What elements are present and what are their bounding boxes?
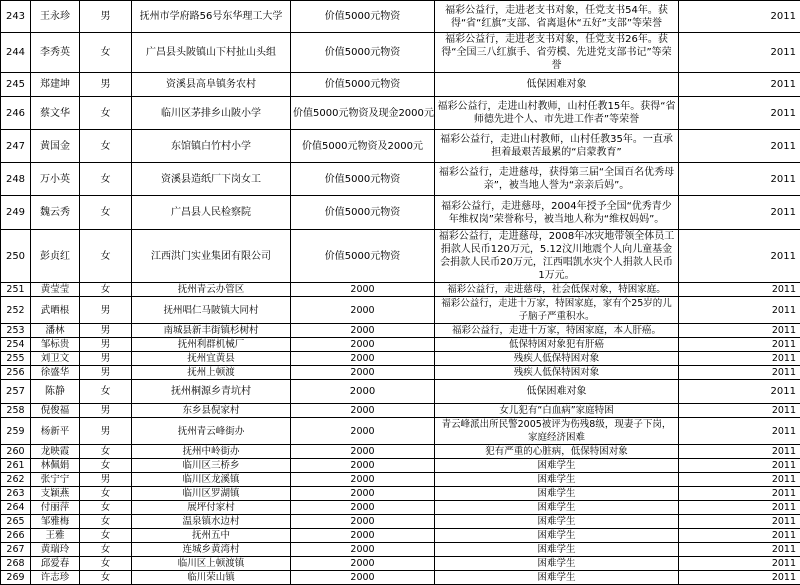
table-row [1, 404, 800, 418]
address-unit-cell: 临川荣山镇 [132, 571, 291, 585]
aid-amount-cell: 2000 [291, 529, 435, 543]
table-row [1, 163, 800, 196]
table-row [1, 380, 800, 404]
year-cell: 2011 [679, 380, 800, 404]
address-unit-cell: 广昌县人民检察院 [132, 196, 291, 230]
gender-cell: 男 [80, 324, 132, 338]
row-number-cell: 249 [1, 196, 31, 230]
person-name-cell: 黄国金 [31, 130, 80, 163]
person-name-cell: 彭贞红 [31, 230, 80, 283]
address-unit-cell: 连城乡黄湾村 [132, 543, 291, 557]
person-name-cell: 付丽萍 [31, 501, 80, 515]
gender-cell: 男 [80, 404, 132, 418]
person-name-cell: 陈静 [31, 380, 80, 404]
row-number-cell: 267 [1, 543, 31, 557]
year-cell: 2011 [679, 338, 800, 352]
aid-amount-cell: 2000 [291, 571, 435, 585]
year-cell: 2011 [679, 352, 800, 366]
aid-amount-cell: 2000 [291, 515, 435, 529]
remark-cell: 福彩公益行，走进老支书对象，任党支书26年。获得“全国三八红旗手、省劳模、先进党支部书记”等荣誉 [435, 33, 679, 73]
row-number-cell: 245 [1, 73, 31, 97]
table-row [1, 324, 800, 338]
gender-cell: 女 [80, 230, 132, 283]
gender-cell: 女 [80, 557, 132, 571]
remark-cell: 福彩公益行，走进山村教师，山村任教35年。一直承担着最艰苦最累的“启蒙教育” [435, 130, 679, 163]
row-number-cell: 243 [1, 1, 31, 33]
year-cell: 2011 [679, 196, 800, 230]
year-cell: 2011 [679, 366, 800, 380]
aid-amount-cell: 2000 [291, 543, 435, 557]
person-name-cell: 林佩娟 [31, 459, 80, 473]
table-row [1, 297, 800, 324]
person-name-cell: 王永珍 [31, 1, 80, 33]
aid-amount-cell: 价值5000元物资及2000元 [291, 130, 435, 163]
year-cell: 2011 [679, 130, 800, 163]
table-body [1, 1, 800, 585]
address-unit-cell: 临川区罗湖镇 [132, 487, 291, 501]
year-cell: 2011 [679, 571, 800, 585]
remark-cell: 犯有严重的心脏病，低保特困对象 [435, 445, 679, 459]
address-unit-cell: 临川区茅排乡山陂小学 [132, 97, 291, 130]
year-cell: 2011 [679, 97, 800, 130]
remark-cell: 青云峰派出所民警2005被评为伤残8级，现妻子下岗，家庭经济困难 [435, 418, 679, 445]
address-unit-cell: 资溪县造纸厂下岗女工 [132, 163, 291, 196]
row-number-cell: 250 [1, 230, 31, 283]
remark-cell: 福彩公益行，走进慈母，2008年冰灾地带领全体员工捐款人民币120万元，5.12汶川地震个人向儿童基金会捐款人民币20万元，江西唱凯水灾个人捐款人民币1万元。 [435, 230, 679, 283]
address-unit-cell: 临川区上顿渡镇 [132, 557, 291, 571]
person-name-cell: 支颖燕 [31, 487, 80, 501]
gender-cell: 女 [80, 487, 132, 501]
row-number-cell: 266 [1, 529, 31, 543]
address-unit-cell: 江西洪门实业集团有限公司 [132, 230, 291, 283]
gender-cell: 男 [80, 418, 132, 445]
remark-cell: 低保困难对象 [435, 73, 679, 97]
row-number-cell: 253 [1, 324, 31, 338]
remark-cell: 福彩公益行，走进慈母，2004年授予全国“优秀青少年维权岗”荣誉称号，被当地人称为“维权妈妈”。 [435, 196, 679, 230]
person-name-cell: 郑建坤 [31, 73, 80, 97]
gender-cell: 女 [80, 380, 132, 404]
aid-amount-cell: 2000 [291, 445, 435, 459]
row-number-cell: 264 [1, 501, 31, 515]
address-unit-cell: 临川区三桥乡 [132, 459, 291, 473]
gender-cell: 男 [80, 366, 132, 380]
year-cell: 2011 [679, 459, 800, 473]
remark-cell: 女儿犯有“白血病”家庭特困 [435, 404, 679, 418]
aid-amount-cell: 2000 [291, 557, 435, 571]
person-name-cell: 武晒根 [31, 297, 80, 324]
year-cell: 2011 [679, 418, 800, 445]
gender-cell: 女 [80, 283, 132, 297]
aid-amount-cell: 2000 [291, 297, 435, 324]
gender-cell: 女 [80, 163, 132, 196]
remark-cell: 困难学生 [435, 501, 679, 515]
gender-cell: 男 [80, 352, 132, 366]
year-cell: 2011 [679, 1, 800, 33]
address-unit-cell: 广昌县头陂镇山下村扯山头组 [132, 33, 291, 73]
person-name-cell: 黄瑞玲 [31, 543, 80, 557]
address-unit-cell: 抚州桐源乡青坑村 [132, 380, 291, 404]
row-number-cell: 261 [1, 459, 31, 473]
row-number-cell: 269 [1, 571, 31, 585]
row-number-cell: 259 [1, 418, 31, 445]
remark-cell: 福彩公益行，走进十万家，特困家庭，家有个25岁的儿子脑子严重积水。 [435, 297, 679, 324]
aid-amount-cell: 价值5000元物资及现金2000元 [291, 97, 435, 130]
person-name-cell: 邹标贵 [31, 338, 80, 352]
address-unit-cell: 抚州上顿渡 [132, 366, 291, 380]
address-unit-cell: 抚州青云办管区 [132, 283, 291, 297]
gender-cell: 女 [80, 97, 132, 130]
aid-amount-cell: 价值5000元物资 [291, 230, 435, 283]
remark-cell: 低保困难对象 [435, 380, 679, 404]
gender-cell: 男 [80, 1, 132, 33]
row-number-cell: 251 [1, 283, 31, 297]
aid-amount-cell: 价值5000元物资 [291, 196, 435, 230]
year-cell: 2011 [679, 543, 800, 557]
gender-cell: 女 [80, 543, 132, 557]
row-number-cell: 247 [1, 130, 31, 163]
address-unit-cell: 抚州市学府路56号东华理工大学 [132, 1, 291, 33]
person-name-cell: 蔡文华 [31, 97, 80, 130]
table-row [1, 571, 800, 585]
table-row [1, 445, 800, 459]
person-name-cell: 倪俊福 [31, 404, 80, 418]
remark-cell: 福彩公益行，走进十万家，特困家庭，本人肝癌。 [435, 324, 679, 338]
row-number-cell: 254 [1, 338, 31, 352]
aid-amount-cell: 价值5000元物资 [291, 163, 435, 196]
remark-cell: 困难学生 [435, 459, 679, 473]
aid-amount-cell: 2000 [291, 366, 435, 380]
address-unit-cell: 温泉镇水边村 [132, 515, 291, 529]
remark-cell: 残疾人低保特困对象 [435, 352, 679, 366]
aid-amount-cell: 价值5000元物资 [291, 33, 435, 73]
address-unit-cell: 抚州宜黄县 [132, 352, 291, 366]
year-cell: 2011 [679, 515, 800, 529]
address-unit-cell: 东乡县倪家村 [132, 404, 291, 418]
aid-amount-cell: 2000 [291, 459, 435, 473]
person-name-cell: 魏云秀 [31, 196, 80, 230]
remark-cell: 困难学生 [435, 543, 679, 557]
aid-amount-cell: 2000 [291, 404, 435, 418]
person-name-cell: 龙映霞 [31, 445, 80, 459]
table-row [1, 1, 800, 33]
aid-amount-cell: 2000 [291, 501, 435, 515]
year-cell: 2011 [679, 230, 800, 283]
year-cell: 2011 [679, 324, 800, 338]
gender-cell: 女 [80, 459, 132, 473]
remark-cell: 福彩公益行，走进老支书对象，任党支书54年。获得“省“红旗”支部、省离退休“五好”支部”等荣誉 [435, 1, 679, 33]
table-row [1, 352, 800, 366]
gender-cell: 女 [80, 33, 132, 73]
remark-cell: 困难学生 [435, 571, 679, 585]
remark-cell: 困难学生 [435, 487, 679, 501]
person-name-cell: 徐盛华 [31, 366, 80, 380]
remark-cell: 福彩公益行，走进慈母，获得第三届“全国百名优秀母亲”，被当地人誉为“亲亲后妈”。 [435, 163, 679, 196]
person-name-cell: 张宁宁 [31, 473, 80, 487]
table-row [1, 501, 800, 515]
address-unit-cell: 临川区龙溪镇 [132, 473, 291, 487]
table-row [1, 418, 800, 445]
remark-cell: 困难学生 [435, 557, 679, 571]
person-name-cell: 刘卫文 [31, 352, 80, 366]
table-row [1, 73, 800, 97]
row-number-cell: 252 [1, 297, 31, 324]
person-name-cell: 王雅 [31, 529, 80, 543]
remark-cell: 福彩公益行，走进慈母，社会低保对象，特困家庭。 [435, 283, 679, 297]
address-unit-cell: 资溪县高阜镇务农村 [132, 73, 291, 97]
row-number-cell: 258 [1, 404, 31, 418]
table-row [1, 473, 800, 487]
row-number-cell: 255 [1, 352, 31, 366]
address-unit-cell: 抚州青云峰街办 [132, 418, 291, 445]
row-number-cell: 257 [1, 380, 31, 404]
gender-cell: 女 [80, 196, 132, 230]
year-cell: 2011 [679, 73, 800, 97]
gender-cell: 女 [80, 515, 132, 529]
row-number-cell: 263 [1, 487, 31, 501]
table-row [1, 130, 800, 163]
table-row [1, 515, 800, 529]
gender-cell: 女 [80, 529, 132, 543]
table-row [1, 33, 800, 73]
table-row [1, 97, 800, 130]
year-cell: 2011 [679, 297, 800, 324]
gender-cell: 女 [80, 571, 132, 585]
table-row [1, 529, 800, 543]
person-name-cell: 杨新平 [31, 418, 80, 445]
aid-amount-cell: 价值5000元物资 [291, 1, 435, 33]
year-cell: 2011 [679, 283, 800, 297]
address-unit-cell: 抚州利群机械厂 [132, 338, 291, 352]
remark-cell: 困难学生 [435, 529, 679, 543]
table-row [1, 196, 800, 230]
gender-cell: 男 [80, 338, 132, 352]
gender-cell: 女 [80, 130, 132, 163]
gender-cell: 男 [80, 473, 132, 487]
remark-cell: 福彩公益行，走进山村教师，山村任教15年。获得“省师德先进个人、市先进工作者”等荣誉 [435, 97, 679, 130]
address-unit-cell: 抚州中岭街办 [132, 445, 291, 459]
table-row [1, 366, 800, 380]
aid-amount-cell: 2000 [291, 338, 435, 352]
remark-cell: 残疾人低保特困对象 [435, 366, 679, 380]
aid-amount-cell: 2000 [291, 418, 435, 445]
aid-amount-cell: 2000 [291, 283, 435, 297]
row-number-cell: 265 [1, 515, 31, 529]
person-name-cell: 李秀英 [31, 33, 80, 73]
row-number-cell: 246 [1, 97, 31, 130]
table-row [1, 459, 800, 473]
year-cell: 2011 [679, 557, 800, 571]
address-unit-cell: 抚州五中 [132, 529, 291, 543]
person-name-cell: 邹雅梅 [31, 515, 80, 529]
aid-amount-cell: 2000 [291, 324, 435, 338]
remark-cell: 低保特困对象犯有肝癌 [435, 338, 679, 352]
gender-cell: 女 [80, 445, 132, 459]
remark-cell: 困难学生 [435, 515, 679, 529]
row-number-cell: 256 [1, 366, 31, 380]
row-number-cell: 260 [1, 445, 31, 459]
address-unit-cell: 南城县新丰街镇杉树村 [132, 324, 291, 338]
aid-amount-cell: 2000 [291, 380, 435, 404]
year-cell: 2011 [679, 529, 800, 543]
row-number-cell: 268 [1, 557, 31, 571]
person-name-cell: 许志珍 [31, 571, 80, 585]
person-name-cell: 万小英 [31, 163, 80, 196]
table-row [1, 338, 800, 352]
year-cell: 2011 [679, 487, 800, 501]
year-cell: 2011 [679, 33, 800, 73]
table-row [1, 543, 800, 557]
person-name-cell: 黄莹莹 [31, 283, 80, 297]
table-row [1, 283, 800, 297]
aid-amount-cell: 2000 [291, 352, 435, 366]
address-unit-cell: 抚州唱仁马陂镇大同村 [132, 297, 291, 324]
gender-cell: 男 [80, 73, 132, 97]
aid-amount-cell: 2000 [291, 473, 435, 487]
year-cell: 2011 [679, 445, 800, 459]
year-cell: 2011 [679, 163, 800, 196]
year-cell: 2011 [679, 404, 800, 418]
aid-amount-cell: 2000 [291, 487, 435, 501]
address-unit-cell: 东馆镇白竹村小学 [132, 130, 291, 163]
address-unit-cell: 展坪付家村 [132, 501, 291, 515]
row-number-cell: 248 [1, 163, 31, 196]
gender-cell: 女 [80, 501, 132, 515]
year-cell: 2011 [679, 501, 800, 515]
table-row [1, 487, 800, 501]
row-number-cell: 244 [1, 33, 31, 73]
aid-amount-cell: 价值5000元物资 [291, 73, 435, 97]
table-row [1, 230, 800, 283]
remark-cell: 困难学生 [435, 473, 679, 487]
table-row [1, 557, 800, 571]
person-name-cell: 潘林 [31, 324, 80, 338]
row-number-cell: 262 [1, 473, 31, 487]
year-cell: 2011 [679, 473, 800, 487]
gender-cell: 男 [80, 297, 132, 324]
person-name-cell: 邱爱春 [31, 557, 80, 571]
